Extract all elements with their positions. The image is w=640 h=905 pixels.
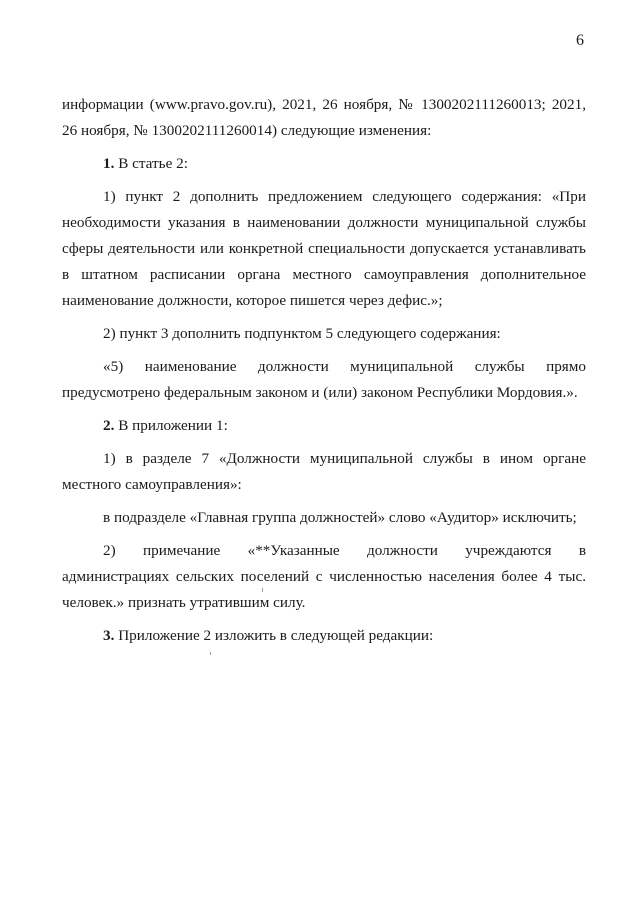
- paragraph-intro: [62, 92, 586, 144]
- text-line: 2) примечание «**Указанные должности учреждаются в: [103, 542, 586, 559]
- text-line: в подразделе «Главная группа должностей» слово «Аудитор» исключить;: [103, 509, 577, 526]
- section-heading-text: Приложение 2 изложить в следующей редакции:: [114, 627, 434, 644]
- section-number: 3.: [103, 627, 115, 644]
- text-line: сферы деятельности или конкретной специальности допускается устанавливать: [62, 240, 586, 257]
- text-line: информации (www.pravo.gov.ru), 2021, 26 ноября, № 1300202111260013; 2021,: [62, 96, 586, 113]
- text-line: наименование должности, которое пишется через дефис.»;: [62, 292, 443, 309]
- text-line: [62, 413, 586, 439]
- text-line: [62, 151, 586, 177]
- scan-speck: [210, 652, 211, 655]
- text-line: администрациях сельских поселений с численностью населения более 4 тыс.: [62, 568, 586, 585]
- paragraph-subsection: [62, 505, 586, 531]
- text-line: [62, 623, 586, 649]
- paragraph-section-3-heading: [62, 623, 586, 649]
- paragraph-subitem-5: [62, 354, 586, 406]
- text-line: в штатном расписании органа местного самоуправления дополнительное: [62, 266, 586, 283]
- paragraph-item-2-section-2: [62, 538, 586, 616]
- page-number: 6: [576, 32, 584, 49]
- section-number: 2.: [103, 417, 115, 434]
- paragraph-section-1-heading: [62, 151, 586, 177]
- paragraph-item-1: [62, 184, 586, 314]
- text-line: человек.» признать утратившим силу.: [62, 594, 306, 611]
- paragraph-item-2: [62, 321, 586, 347]
- paragraph-section-2-heading: [62, 413, 586, 439]
- paragraph-item-1-section-2: [62, 446, 586, 498]
- section-number: 1.: [103, 155, 115, 172]
- text-line: 1) в разделе 7 «Должности муниципальной службы в ином органе: [103, 450, 586, 467]
- section-heading-text: В статье 2:: [114, 155, 188, 172]
- text-line: 2) пункт 3 дополнить подпунктом 5 следующего содержания:: [103, 325, 501, 342]
- scan-speck: [262, 588, 263, 592]
- section-heading-text: В приложении 1:: [114, 417, 228, 434]
- text-line: «5) наименование должности муниципальной службы прямо: [103, 358, 586, 375]
- text-line: местного самоуправления»:: [62, 476, 242, 493]
- text-line: предусмотрено федеральным законом и (или) законом Республики Мордовия.».: [62, 384, 578, 401]
- text-line: 26 ноября, № 1300202111260014) следующие изменения:: [62, 122, 432, 139]
- text-line: 1) пункт 2 дополнить предложением следующего содержания: «При: [103, 188, 586, 205]
- document-body: [62, 92, 586, 656]
- text-line: необходимости указания в наименовании должности муниципальной службы: [62, 214, 586, 231]
